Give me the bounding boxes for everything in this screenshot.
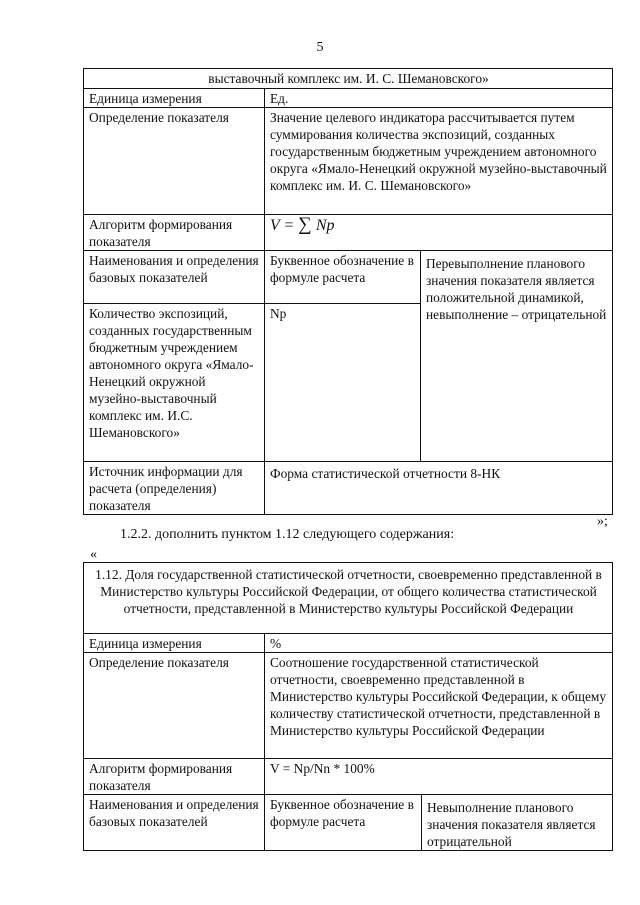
table2-base-label: Наименования и определения базовых показателей: [84, 795, 265, 851]
formula-lhs: V =: [270, 217, 299, 234]
table-row: [84, 653, 613, 759]
table1-source-value: Форма статистической отчетности 8-НК: [265, 462, 613, 515]
table-row: [84, 563, 613, 634]
table2-note: Невыполнение планового значения показателя является отрицательной: [422, 795, 613, 851]
formula-rhs: Np: [311, 217, 335, 234]
table2-formula: V = Np/Nn * 100%: [265, 759, 613, 795]
indicator-table-2: [83, 562, 613, 851]
table1-definition-label: Определение показателя: [84, 108, 265, 215]
table1-definition-value: Значение целевого индикатора рассчитывается путем суммирования количества экспозиций, созданных государственным бюджетным учреждением автономного округа «Ямало-Ненецкий окружной музейно-выставочный комплекс им. И. С. Шемановского»: [265, 108, 613, 215]
table-row: [84, 462, 613, 515]
table1-note: Перевыполнение планового значения показателя является положительной динамикой, невыполнение – отрицательной: [421, 251, 613, 462]
table2-unit-value: %: [265, 634, 613, 653]
table-row: [84, 215, 613, 251]
amendment-item-text: 1.2.2. дополнить пунктом 1.12 следующего содержания:: [120, 527, 455, 542]
table-row: [84, 251, 613, 304]
table2-letter-label: Буквенное обозначение в формуле расчета: [265, 795, 422, 851]
table2-title: 1.12. Доля государственной статистической отчетности, своевременно представленной в Министерство культуры Российской Федерации, от общего количества статистической отчетности, представленной в Министерство культуры Российской Федерации: [84, 563, 613, 634]
table2-definition-label: Определение показателя: [84, 653, 265, 759]
table-row: [84, 795, 613, 851]
opening-quote: «: [90, 547, 97, 562]
table1-expo-label: Количество экспозиций, созданных государственным бюджетным учреждением автономного округа «Ямало-Ненецкий окружной музейно-выставочный комплекс им. И.С. Шемановского»: [84, 304, 265, 462]
table1-unit-value: Ед.: [265, 89, 613, 108]
table1-base-label: Наименования и определения базовых показателей: [84, 251, 265, 304]
table-row: [84, 759, 613, 795]
table1-letter-label: Буквенное обозначение в формуле расчета: [265, 251, 421, 304]
table-row: [84, 108, 613, 215]
table2-unit-label: Единица измерения: [84, 634, 265, 653]
table-row: [84, 634, 613, 653]
table-row: [84, 89, 613, 108]
table2-algorithm-label: Алгоритм формирования показателя: [84, 759, 265, 795]
sum-symbol: ∑: [298, 214, 312, 235]
table1-unit-label: Единица измерения: [84, 89, 265, 108]
table1-source-label: Источник информации для расчета (определения) показателя: [84, 462, 265, 515]
table1-expo-symbol: Np: [265, 304, 421, 462]
page-number: 5: [316, 40, 324, 55]
table-row: [84, 69, 613, 89]
closing-quote: »;: [597, 514, 608, 529]
indicator-table-1: [83, 68, 613, 515]
table1-algorithm-label: Алгоритм формирования показателя: [84, 215, 265, 251]
table1-title-row: выставочный комплекс им. И. С. Шемановского»: [84, 69, 613, 89]
table1-formula: [265, 215, 613, 251]
table2-definition-value: Соотношение государственной статистической отчетности, своевременно представленной в Министерство культуры Российской Федерации, к общему количеству статистической отчетности, представленной в Министерство культуры Российской Федерации: [265, 653, 613, 759]
